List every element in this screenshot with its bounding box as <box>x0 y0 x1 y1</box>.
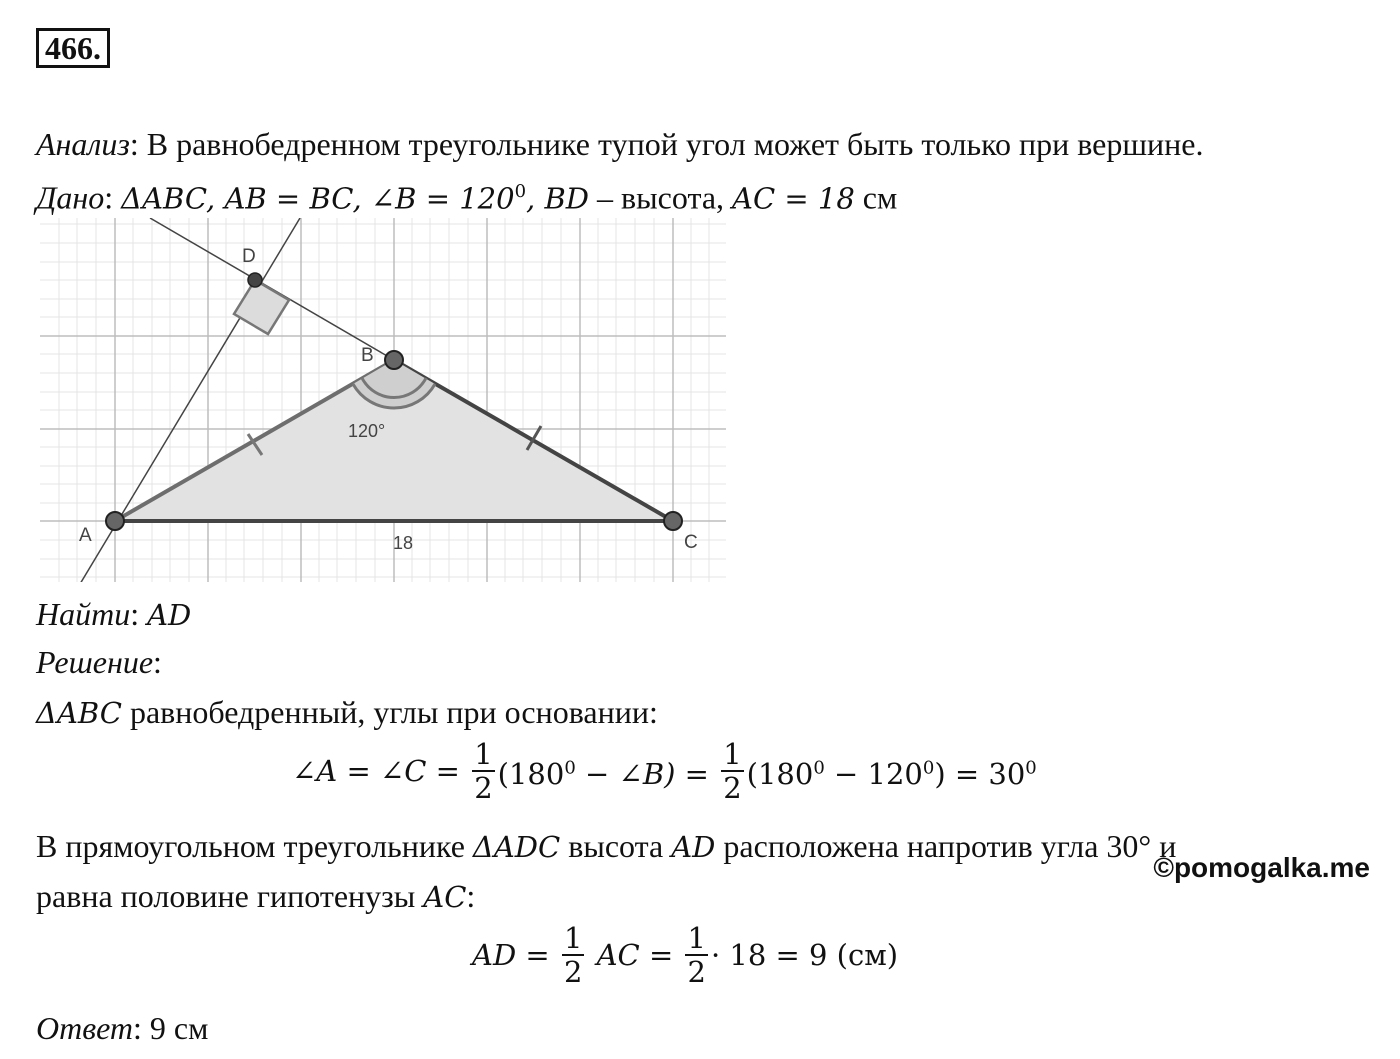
given-label: Дано <box>36 179 105 216</box>
fraction-numerator: 1 <box>563 921 583 955</box>
line-1-text: равнобедренный, углы при основании: <box>121 694 658 730</box>
formula-1 <box>292 738 1037 804</box>
formula-2-fraction-1 <box>562 922 584 988</box>
problem-number: 466. <box>36 28 110 68</box>
fraction-numerator: 1 <box>723 737 742 771</box>
find-expr: AD <box>147 598 192 632</box>
geometry-figure <box>40 218 726 582</box>
line-2-expr-2: AD <box>671 830 716 864</box>
fraction-denominator: 2 <box>723 771 742 805</box>
label-b: B <box>361 345 374 366</box>
solution-sep: : <box>153 644 162 680</box>
point-b <box>385 351 403 369</box>
label-c: C <box>684 532 698 553</box>
find-line <box>36 594 191 635</box>
point-d <box>248 273 262 287</box>
solution-line <box>36 642 162 682</box>
answer-label: Ответ <box>36 1010 133 1046</box>
line-1-expr: ΔABC <box>36 696 122 730</box>
fraction-numerator: 1 <box>474 737 493 771</box>
line-2-expr-1: ΔADC <box>472 830 561 864</box>
analysis-text: : В равнобедренном треугольнике тупой угол может быть только при вершине. <box>129 126 1204 162</box>
find-label: Найти <box>36 596 131 632</box>
formula-2 <box>472 922 898 988</box>
point-c <box>664 512 682 530</box>
line-3: равна половине гипотенузы AC: <box>36 878 476 914</box>
formula-2-part-3: · 18 = 9 (см) <box>710 938 899 972</box>
fraction-denominator: 2 <box>563 955 583 989</box>
line-3-expr: AC <box>423 880 467 914</box>
given-sep: : <box>104 179 122 216</box>
formula-1-part-1: ∠A = ∠C = <box>292 754 460 788</box>
given-unit: см <box>854 179 898 216</box>
fraction-denominator: 2 <box>687 955 706 989</box>
find-sep: : <box>130 596 148 632</box>
given-exponent: 0 <box>514 181 527 202</box>
analysis-line <box>36 124 1203 164</box>
formula-1-fraction-2 <box>721 738 743 804</box>
given-expr-3: AC = 18 <box>732 181 855 216</box>
analysis-label: Анализ <box>36 126 130 162</box>
line-1 <box>36 692 658 733</box>
solution-label: Решение <box>36 644 154 680</box>
answer-text: : 9 см <box>133 1010 209 1046</box>
base-label: 18 <box>393 533 414 553</box>
formula-2-part-2: AC = <box>596 938 674 972</box>
given-expr-1: ΔABC, AB = BC, ∠B = 120 <box>121 181 515 216</box>
fraction-denominator: 2 <box>474 771 493 805</box>
right-angle-mark <box>234 280 289 334</box>
formula-1-part-3: $(180^0 - 120^0) = 30^0$ <box>746 756 1037 791</box>
formula-2-fraction-2 <box>685 922 707 988</box>
answer-line <box>36 1008 208 1048</box>
label-a: A <box>79 525 92 546</box>
fraction-numerator: 1 <box>687 921 706 955</box>
line-2: В прямоугольном треугольнике ΔADC высота AD расположена напротив угла 30° и <box>36 828 1177 864</box>
point-a <box>106 512 124 530</box>
formula-1-part-2: ($180^0$ − ∠B) = <box>497 756 709 791</box>
label-d: D <box>242 246 256 267</box>
given-line <box>36 172 897 219</box>
angle-label: 120° <box>348 421 386 441</box>
formula-2-part-1: AD = <box>472 938 550 972</box>
formula-1-fraction-1 <box>472 738 494 804</box>
given-text: – высота, <box>589 179 733 216</box>
watermark: ©pomogalka.me <box>1153 852 1370 883</box>
given-expr-2: , BD <box>526 181 590 216</box>
